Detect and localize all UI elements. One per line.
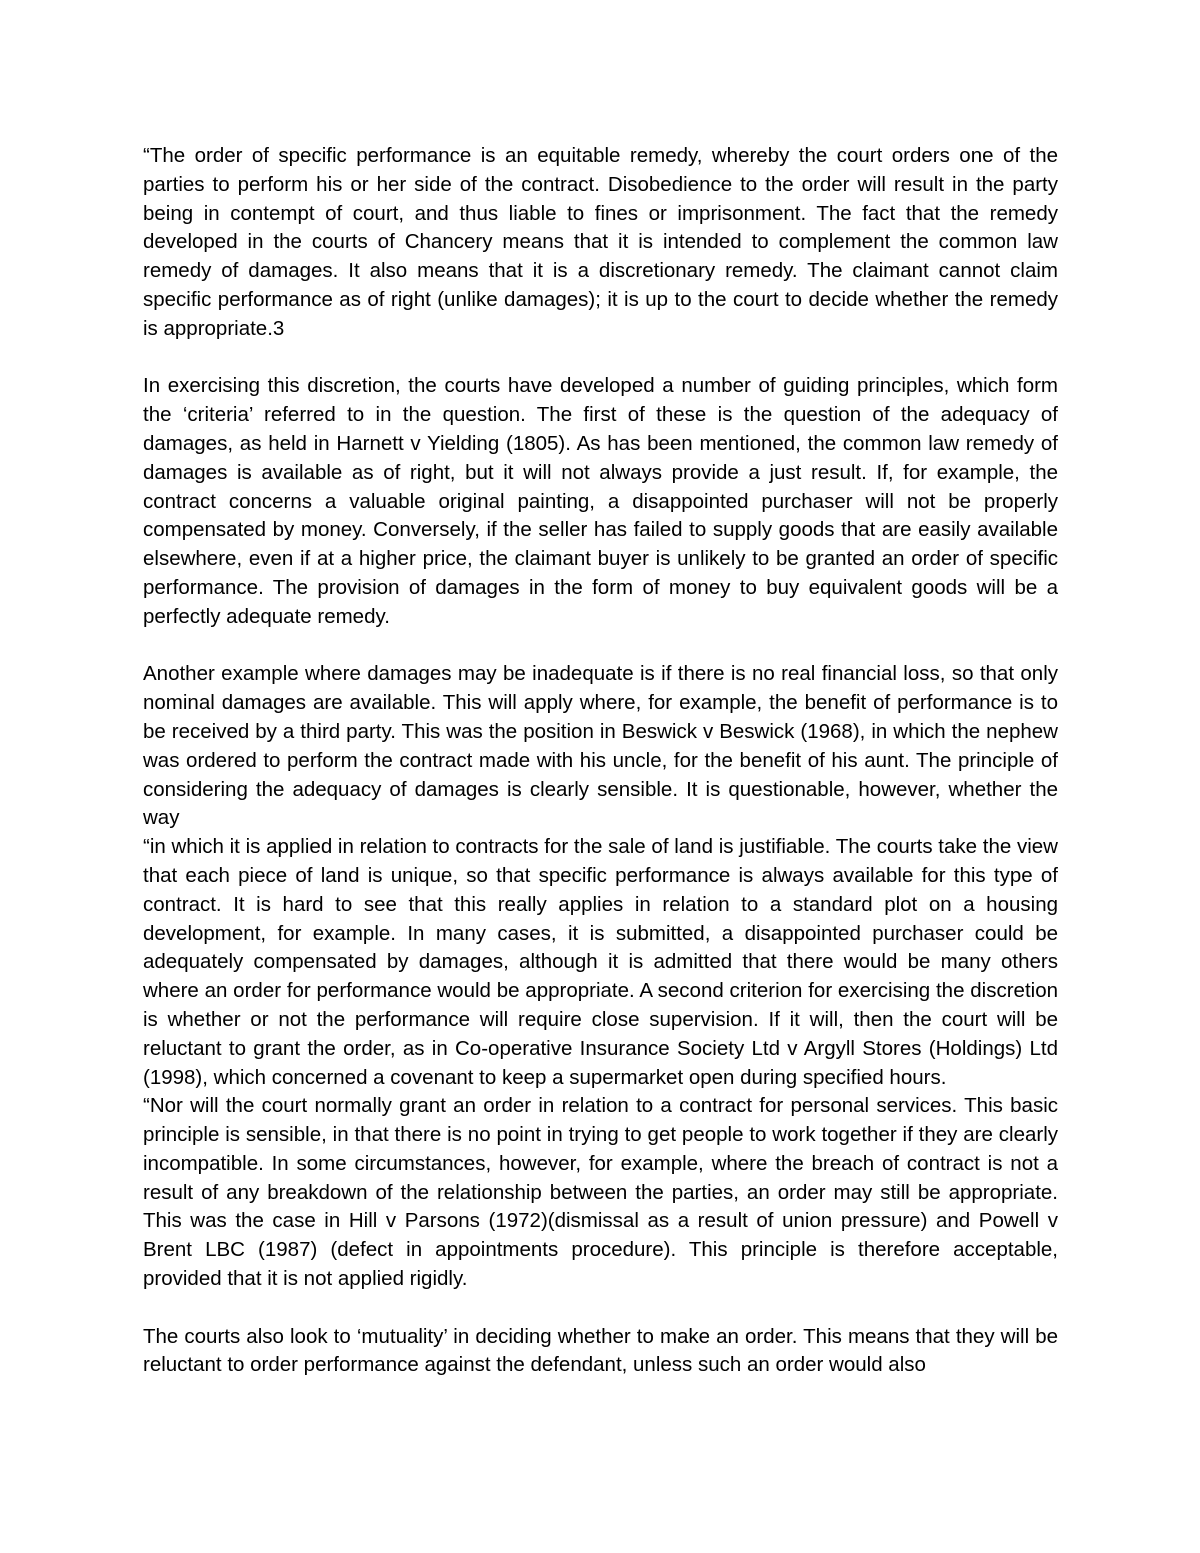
paragraph-spacer: [143, 632, 1058, 661]
paragraph-4: “in which it is applied in relation to contracts for the sale of land is justifiable. The courts take the view that each piece of land is unique, so that specific performance is always available for this type of contract. It is hard to see that this really applies in relation to a standard plot on a housing development, for example. In many cases, it is submitted, a disappointed purchaser could be adequately compensated by damages, although it is admitted that there would be many others where an order for performance would be appropriate. A second criterion for exercising the discretion is whether or not the performance will require close supervision. If it will, then the court will be reluctant to grant the order, as in Co-operative Insurance Society Ltd v Argyll Stores (Holdings) Ltd (1998), which concerned a covenant to keep a supermarket open during specified hours.: [143, 835, 1058, 1089]
paragraph-2: In exercising this discretion, the courts have developed a number of guiding principles, which form the ‘criteria’ referred to in the question. The first of these is the question of the adequacy of damages, as held in Harnett v Yielding (1805). As has been mentioned, the common law remedy of damages is available as of right, but it will not always provide a just result. If, for example, the contract concerns a valuable original painting, a disappointed purchaser will not be properly compensated by money. Conversely, if the seller has failed to supply goods that are easily available elsewhere, even if at a higher price, the claimant buyer is unlikely to be granted an order of specific performance. The provision of damages in the form of money to buy equivalent goods will be a perfectly adequate remedy.: [143, 374, 1058, 628]
document-body: [143, 142, 1058, 1380]
paragraph-spacer: [143, 1294, 1058, 1323]
paragraph-3: Another example where damages may be inadequate is if there is no real financial loss, so that only nominal damages are available. This will apply where, for example, the benefit of performance is to be received by a third party. This was the position in Beswick v Beswick (1968), in which the nephew was ordered to perform the contract made with his uncle, for the benefit of his aunt. The principle of considering the adequacy of damages is clearly sensible. It is questionable, however, whether the way: [143, 662, 1058, 830]
paragraph-5: “Nor will the court normally grant an order in relation to a contract for personal services. This basic principle is sensible, in that there is no point in trying to get people to work together if they are clearly incompatible. In some circumstances, however, for example, where the breach of contract is not a result of any breakdown of the relationship between the parties, an order may still be appropriate. This was the case in Hill v Parsons (1972)(dismissal as a result of union pressure) and Powell v Brent LBC (1987) (defect in appointments procedure). This principle is therefore acceptable, provided that it is not applied rigidly.: [143, 1094, 1058, 1291]
paragraph-1: “The order of specific performance is an equitable remedy, whereby the court orders one of the parties to perform his or her side of the contract. Disobedience to the order will result in the party being in contempt of court, and thus liable to fines or imprisonment. The fact that the remedy developed in the courts of Chancery means that it is intended to complement the common law remedy of damages. It also means that it is a discretionary remedy. The claimant cannot claim specific performance as of right (unlike damages); it is up to the court to decide whether the remedy is appropriate.3: [143, 144, 1058, 340]
paragraph-spacer: [143, 344, 1058, 373]
paragraph-6: The courts also look to ‘mutuality’ in deciding whether to make an order. This means that they will be reluctant to order performance against the defendant, unless such an order would also: [143, 1324, 1058, 1377]
